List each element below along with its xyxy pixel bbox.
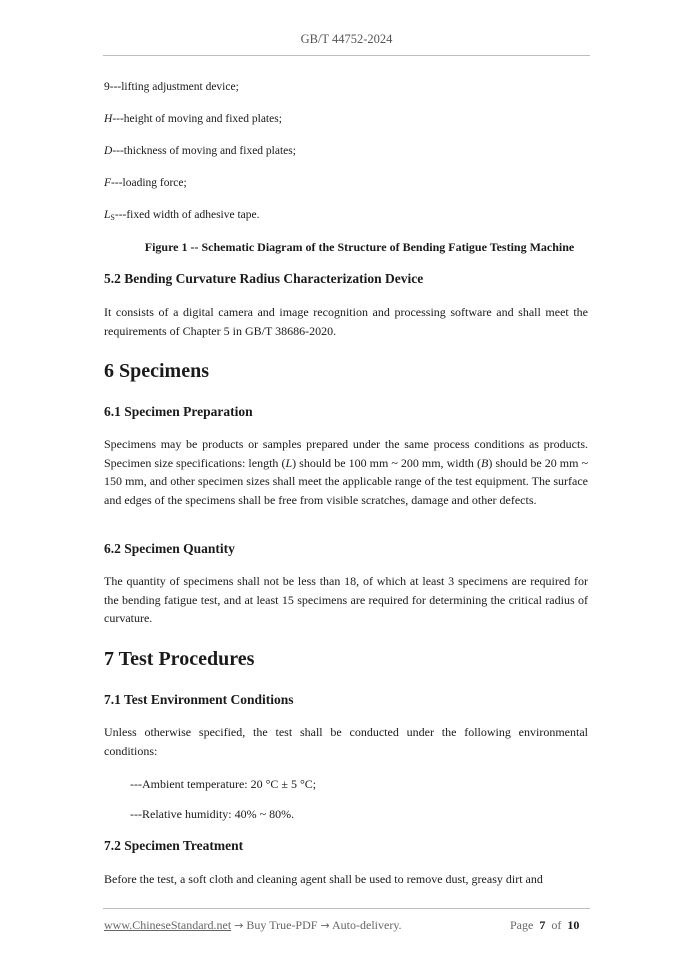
buy-pdf-link[interactable]: Buy True-PDF [243, 918, 321, 932]
legend-item-f: F---loading force; [104, 177, 187, 189]
section-6-2-text: The quantity of specimens shall not be less than 18, of which at least 3 specimens are required for the bending fatigue test, and at least 15 specimens are required for determining the critical radius of curvature. [104, 574, 588, 625]
footer-links [104, 918, 402, 933]
page-total: 10 [567, 918, 580, 932]
legend-item-h: H---height of moving and fixed plates; [104, 113, 282, 125]
arrow-icon: → [234, 919, 244, 932]
bullet-temperature: ---Ambient temperature: 20 °C ± 5 °C; [130, 777, 317, 791]
section-6-1-title: 6.1 Specimen Preparation [104, 404, 253, 419]
site-link[interactable]: www.ChineseStandard.net [104, 918, 232, 932]
header-rule [103, 55, 590, 56]
section-5-2-title: 5.2 Bending Curvature Radius Characterization Device [104, 271, 424, 286]
figure-caption: Figure 1 -- Schematic Diagram of the Structure of Bending Fatigue Testing Machine [144, 240, 575, 254]
auto-delivery-text: Auto-delivery. [329, 918, 402, 932]
section-6-1-text: Specimens may be products or samples prepared under the same process conditions as products. Specimen size specifications: length (L) should be 100 mm ~ 200 mm, width (B) should be 20 mm ~ 150 mm, and other specimen sizes shall meet the applicable range of the test equipment. The surface and edges of the specimens shall be free from visible scratches, damage and other defects. [104, 437, 588, 507]
section-7-1-title: 7.1 Test Environment Conditions [104, 692, 294, 707]
header-title: GB/T 44752-2024 [300, 32, 393, 46]
section-6-2-title: 6.2 Specimen Quantity [104, 541, 235, 556]
legend-item-9: 9---lifting adjustment device; [104, 81, 239, 93]
section-5-2-text: It consists of a digital camera and image recognition and processing software and shall meet the requirements of Chapter 5 in GB/T 38686-2020. [104, 305, 588, 338]
section-7-2-title: 7.2 Specimen Treatment [104, 838, 244, 853]
legend-item-d: D---thickness of moving and fixed plates; [104, 145, 296, 157]
legend-item-ls: $L_S--$-fixed width of adhesive tape. [104, 209, 260, 222]
page-number: 7 [539, 918, 546, 932]
arrow-icon: → [320, 919, 330, 932]
bullet-humidity: ---Relative humidity: 40% ~ 80%. [130, 807, 295, 821]
section-7-title: 7 Test Procedures [104, 648, 255, 670]
page-indicator: Page 7 of 10 [510, 918, 580, 932]
section-7-2-text: Before the test, a soft cloth and cleaning agent shall be used to remove dust, greasy dirt and [104, 872, 543, 886]
section-7-1-text: Unless otherwise specified, the test shall be conducted under the following environmental conditions: [104, 725, 588, 758]
footer-rule [103, 908, 590, 909]
section-6-title: 6 Specimens [104, 360, 209, 382]
